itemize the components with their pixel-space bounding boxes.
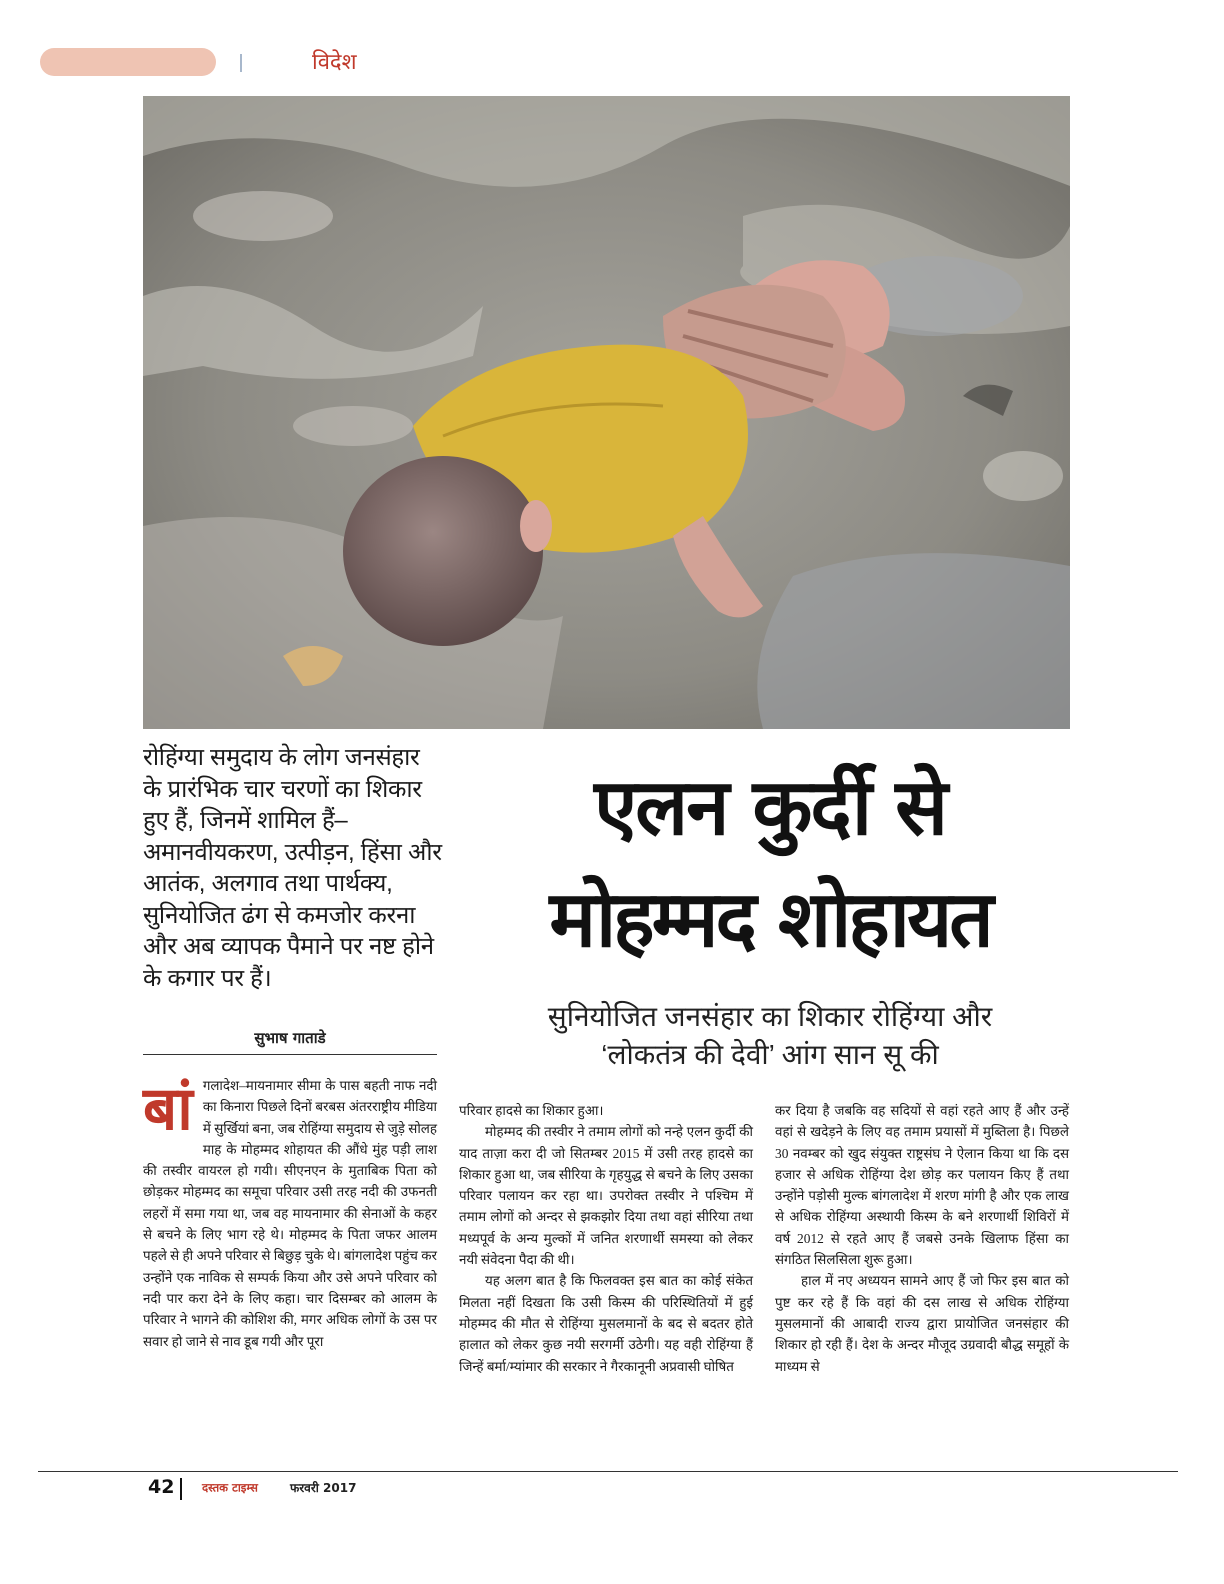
section-label: विदेश <box>312 50 357 75</box>
brand-logo <box>188 1478 272 1496</box>
paragraph: परिवार हादसे का शिकार हुआ। <box>459 1103 604 1118</box>
pull-quote: रोहिंग्या समुदाय के लोग जनसंहार के प्रारंभिक चार चरणों का शिकार हुए हैं, जिनमें शामिल हैं– अमानवीयकरण, उत्पीड़न, हिंसा और आतंक, अलगाव तथा पार्थक्य, सुनियोजित ढंग से कमजोर करना और अब व्यापक पैमाने पर नष्ट होने के कगार पर हैं। <box>143 744 442 992</box>
subheadline-line-1: सुनियोजित जनसंहार का शिकार रोहिंग्या और <box>547 1001 993 1032</box>
paragraph: कर दिया है जबकि वह सदियों से वहां रहते आए हैं और उन्हें वहां से खदेड़ने के लिए वह तमाम प्रयासों में मुब्तिला है। पिछले 30 नवम्बर को खुद संयुक्त राष्ट्रसंघ ने ऐलान किया था कि दस हजार से अधिक रोहिंग्या देश छोड़ कर पलायन किए हैं तथा उन्होंने पड़ोसी मुल्क बांगलादेश में शरण मांगी है और एक लाख से अधिक रोहिंग्या अस्थायी किस्म के बने शरणार्थी शिविरों में वर्ष 2012 से रहते आए हैं जबसे उनके खिलाफ हिंसा का संगठित सिलसिला शुरू हुआ। <box>775 1103 1069 1268</box>
article-column-3 <box>775 1100 1069 1377</box>
headline-line-2: मोहम्मद शोहायत <box>549 875 991 965</box>
footer-rule <box>38 1471 1178 1472</box>
subheadline-line-2: ‘लोकतंत्र की देवी’ आंग सान सू की <box>601 1039 939 1070</box>
drop-cap: बां <box>143 1074 193 1144</box>
byline: सुभाष गाताडे <box>143 1028 437 1055</box>
paragraph: हाल में नए अध्ययन सामने आए हैं जो फिर इस बात को पुष्ट कर रहे हैं कि वहां की दस लाख से अधिक रोहिंग्या मुसलमानों की आबादी राज्य द्वारा प्रायोजित जनसंहार की शिकार हो रही हैं। देश के अन्दर मौजूद उग्रवादी बौद्ध समूहों के माध्यम से <box>775 1273 1069 1374</box>
article-column-1 <box>143 1075 437 1352</box>
section-separator <box>240 54 242 72</box>
paragraph: मोहम्मद की तस्वीर ने तमाम लोगों को नन्हे एलन कुर्दी की याद ताज़ा करा दी जो सितम्बर 2015 में उसी तरह हादसे का शिकार हुआ था, जब सीरिया के गृहयुद्ध से बचने के लिए उसका परिवार पलायन कर रहा था। उपरोक्त तस्वीर ने पश्चिम में तमाम लोगों को अन्दर से झकझोर दिया तथा वहां सीरिया तथा मध्यपूर्व के अन्य मुल्कों में जनित शरणार्थी समस्या को लेकर नयी संवेदना पैदा की थी। <box>459 1124 753 1268</box>
footer-separator <box>180 1478 182 1500</box>
page-number: 42 <box>148 1476 175 1498</box>
photo-illustration <box>143 96 1070 729</box>
issue-date: फरवरी 2017 <box>290 1481 357 1495</box>
subheadline <box>470 998 1070 1074</box>
headline-line-1: एलन कुर्दी से <box>594 763 946 853</box>
article-column-2 <box>459 1100 753 1377</box>
article-photo <box>143 96 1070 729</box>
brand-logo-text: दस्तक टाइम्स <box>202 1480 258 1495</box>
section-tab-pill <box>40 48 216 76</box>
headline <box>470 752 1070 976</box>
paragraph: यह अलग बात है कि फिलवक्त इस बात का कोई संकेत मिलता नहीं दिखता कि उसी किस्म की परिस्थितियों में हुई मोहम्मद की मौत से रोहिंग्या मुसलमानों के बद से बदतर होते हालात को लेकर कुछ नयी सरगर्मी उठेगी। यह वही रोहिंग्या हैं जिन्हें बर्मा/म्यांमार की सरकार ने गैरकानूनी अप्रवासी घोषित <box>459 1273 753 1374</box>
paragraph: गलादेश–मायनामार सीमा के पास बहती नाफ नदी का किनारा पिछले दिनों बरबस अंतरराष्ट्रीय मीडिया में सुर्खियां बना, जब रोहिंग्या समुदाय से जुड़े सोलह माह के मोहम्मद शोहायत की औंधे मुंह पड़ी लाश की तस्वीर वायरल हो गयी। सीएनएन के मुताबिक पिता को छोड़कर मोहम्मद का समूचा परिवार उसी तरह नदी की उफनती लहरों में समा गया था, जब वह मायनामार की सेनाओं के कहर से बचने के लिए भाग रहे थे। मोहम्मद के पिता जफर आलम पहले से ही अपने परिवार से बिछुड़ चुके थे। बांगलादेश पहुंच कर उन्होंने एक नाविक से सम्पर्क किया और उसे अपने परिवार को नदी पार करा देने के लिए कहा। चार दिसम्बर को आलम के परिवार ने भागने की कोशिश की, मगर अधिक लोगों के उस पर सवार हो जाने से नाव डूब गयी और पूरा <box>143 1078 437 1349</box>
